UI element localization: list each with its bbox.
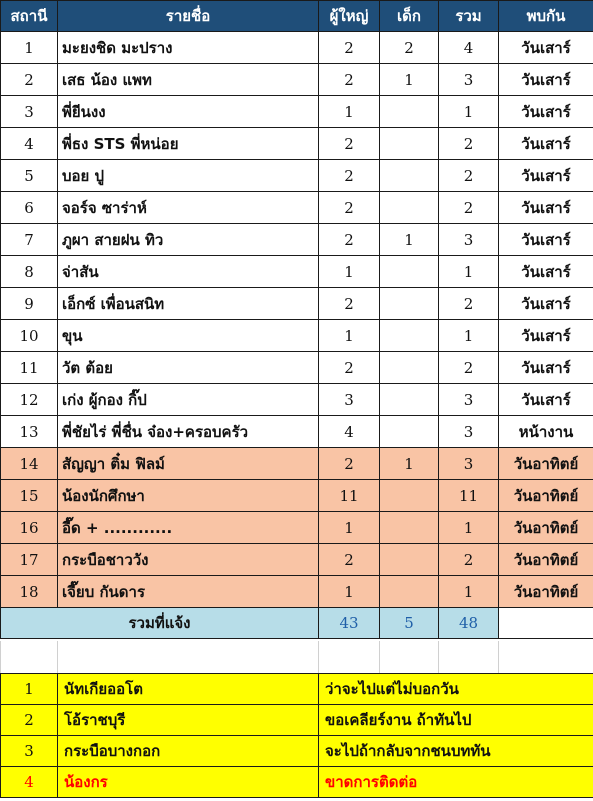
- row-adults: 1: [319, 320, 380, 352]
- pending-row: [1, 767, 593, 798]
- table-row: [1, 32, 593, 64]
- row-day: วันเสาร์: [499, 64, 593, 96]
- row-total: 2: [439, 544, 499, 576]
- table-row: [1, 64, 593, 96]
- row-day: วันอาทิตย์: [499, 480, 593, 512]
- row-name: อี๊ด + ............: [58, 512, 319, 544]
- row-number: 8: [1, 256, 58, 288]
- row-number: 3: [1, 96, 58, 128]
- table-row: [1, 192, 593, 224]
- row-total: 2: [439, 128, 499, 160]
- row-name: เอ็กซ์ เพื่อนสนิท: [58, 288, 319, 320]
- row-adults: 2: [319, 288, 380, 320]
- row-day: วันเสาร์: [499, 320, 593, 352]
- totals-blank: [499, 608, 593, 639]
- row-kids: 1: [380, 224, 439, 256]
- row-name: พี่ชัยไร่ พี่ชื่น จ๋อง+ครอบครัว: [58, 416, 319, 448]
- pending-row: [1, 705, 593, 736]
- row-kids: 1: [380, 64, 439, 96]
- table-row: [1, 416, 593, 448]
- table-row: [1, 352, 593, 384]
- row-number: 16: [1, 512, 58, 544]
- row-adults: 3: [319, 384, 380, 416]
- row-number: 10: [1, 320, 58, 352]
- pending-number: 1: [1, 674, 58, 705]
- totals-adults: 43: [319, 608, 380, 639]
- row-kids: [380, 96, 439, 128]
- row-name: วัต ต้อย: [58, 352, 319, 384]
- row-day: วันอาทิตย์: [499, 544, 593, 576]
- row-name: มะยงชิด มะปราง: [58, 32, 319, 64]
- table-row: [1, 288, 593, 320]
- row-number: 7: [1, 224, 58, 256]
- row-total: 4: [439, 32, 499, 64]
- row-name: น้องนักศึกษา: [58, 480, 319, 512]
- row-number: 4: [1, 128, 58, 160]
- pending-name: กระบือบางกอก: [58, 736, 319, 767]
- row-number: 18: [1, 576, 58, 608]
- row-number: 9: [1, 288, 58, 320]
- header-station: สถานี: [1, 1, 58, 32]
- header-meet: พบกัน: [499, 1, 593, 32]
- table-row: [1, 256, 593, 288]
- row-total: 1: [439, 96, 499, 128]
- row-number: 14: [1, 448, 58, 480]
- row-adults: 2: [319, 32, 380, 64]
- row-name: พี่ยีนงง: [58, 96, 319, 128]
- pending-number: 3: [1, 736, 58, 767]
- totals-label: รวมที่แจ้ง: [1, 608, 319, 639]
- pending-name: น้องกร: [58, 767, 319, 798]
- row-kids: 1: [380, 448, 439, 480]
- row-kids: [380, 160, 439, 192]
- table-row: [1, 320, 593, 352]
- pending-row: [1, 674, 593, 705]
- row-day: วันอาทิตย์: [499, 448, 593, 480]
- row-number: 11: [1, 352, 58, 384]
- row-day: วันเสาร์: [499, 160, 593, 192]
- header-kids: เด็ก: [380, 1, 439, 32]
- totals-kids: 5: [380, 608, 439, 639]
- pending-note: จะไปถ้ากลับจากชนบททัน: [319, 736, 593, 767]
- row-adults: 1: [319, 256, 380, 288]
- row-adults: 1: [319, 96, 380, 128]
- pending-table: [0, 673, 593, 798]
- table-row: [1, 480, 593, 512]
- row-kids: [380, 320, 439, 352]
- row-kids: 2: [380, 32, 439, 64]
- row-adults: 2: [319, 192, 380, 224]
- row-total: 3: [439, 384, 499, 416]
- pending-row: [1, 736, 593, 767]
- row-day: วันเสาร์: [499, 384, 593, 416]
- row-number: 6: [1, 192, 58, 224]
- row-kids: [380, 128, 439, 160]
- row-day: วันเสาร์: [499, 256, 593, 288]
- row-total: 3: [439, 416, 499, 448]
- table-row: [1, 96, 593, 128]
- pending-name: นัทเกียออโต: [58, 674, 319, 705]
- row-day: วันอาทิตย์: [499, 576, 593, 608]
- row-total: 11: [439, 480, 499, 512]
- row-adults: 2: [319, 544, 380, 576]
- row-kids: [380, 512, 439, 544]
- row-day: วันอาทิตย์: [499, 512, 593, 544]
- row-total: 1: [439, 320, 499, 352]
- table-row: [1, 128, 593, 160]
- row-adults: 2: [319, 64, 380, 96]
- row-total: 2: [439, 352, 499, 384]
- row-total: 1: [439, 576, 499, 608]
- row-number: 5: [1, 160, 58, 192]
- table-row: [1, 576, 593, 608]
- row-total: 2: [439, 288, 499, 320]
- row-name: เสธ น้อง แพท: [58, 64, 319, 96]
- table-row: [1, 384, 593, 416]
- row-kids: [380, 480, 439, 512]
- header-total: รวม: [439, 1, 499, 32]
- row-kids: [380, 384, 439, 416]
- row-adults: 2: [319, 224, 380, 256]
- row-number: 1: [1, 32, 58, 64]
- row-day: วันเสาร์: [499, 352, 593, 384]
- row-number: 13: [1, 416, 58, 448]
- table-row: [1, 448, 593, 480]
- pending-rows: [1, 674, 593, 798]
- pending-note: ขอเคลียร์งาน ถ้าทันไป: [319, 705, 593, 736]
- row-number: 17: [1, 544, 58, 576]
- row-total: 3: [439, 224, 499, 256]
- header-names: รายชื่อ: [58, 1, 319, 32]
- row-total: 1: [439, 512, 499, 544]
- row-kids: [380, 192, 439, 224]
- table-row: [1, 512, 593, 544]
- pending-number: 4: [1, 767, 58, 798]
- row-day: วันเสาร์: [499, 288, 593, 320]
- row-adults: 2: [319, 352, 380, 384]
- row-total: 3: [439, 64, 499, 96]
- pending-note: ว่าจะไปแต่ไม่บอกวัน: [319, 674, 593, 705]
- row-total: 1: [439, 256, 499, 288]
- table-row: [1, 160, 593, 192]
- attendance-rows: [1, 32, 593, 608]
- row-adults: 2: [319, 160, 380, 192]
- row-day: วันเสาร์: [499, 224, 593, 256]
- table-row: [1, 544, 593, 576]
- row-total: 2: [439, 192, 499, 224]
- totals-row: [1, 608, 593, 639]
- totals-total: 48: [439, 608, 499, 639]
- row-name: บอย ปู: [58, 160, 319, 192]
- row-name: เจี๊ยบ กันดาร: [58, 576, 319, 608]
- header-adults: ผู้ใหญ่: [319, 1, 380, 32]
- row-kids: [380, 544, 439, 576]
- row-adults: 2: [319, 448, 380, 480]
- row-day: วันเสาร์: [499, 192, 593, 224]
- row-kids: [380, 288, 439, 320]
- row-kids: [380, 416, 439, 448]
- pending-number: 2: [1, 705, 58, 736]
- row-name: สัญญา ติ๋ม ฟิลม์: [58, 448, 319, 480]
- row-name: เก่ง ผู้กอง กิ๊ป: [58, 384, 319, 416]
- row-adults: 1: [319, 512, 380, 544]
- row-kids: [380, 576, 439, 608]
- row-name: จ่าสัน: [58, 256, 319, 288]
- row-name: จอร์จ ซาร่าห์: [58, 192, 319, 224]
- row-adults: 4: [319, 416, 380, 448]
- header-row: [1, 1, 593, 32]
- row-day: หน้างาน: [499, 416, 593, 448]
- row-name: ขุน: [58, 320, 319, 352]
- row-kids: [380, 256, 439, 288]
- row-adults: 2: [319, 128, 380, 160]
- row-name: พี่ธง STS พี่หน่อย: [58, 128, 319, 160]
- row-day: วันเสาร์: [499, 96, 593, 128]
- spacer-row: [0, 641, 593, 673]
- row-number: 15: [1, 480, 58, 512]
- pending-name: โอ้ราชบุรี: [58, 705, 319, 736]
- row-name: ภูผา สายฝน ทิว: [58, 224, 319, 256]
- row-adults: 1: [319, 576, 380, 608]
- row-adults: 11: [319, 480, 380, 512]
- row-number: 2: [1, 64, 58, 96]
- row-total: 3: [439, 448, 499, 480]
- row-number: 12: [1, 384, 58, 416]
- row-kids: [380, 352, 439, 384]
- table-row: [1, 224, 593, 256]
- row-name: กระบือชาววัง: [58, 544, 319, 576]
- row-day: วันเสาร์: [499, 128, 593, 160]
- pending-note: ขาดการติดต่อ: [319, 767, 593, 798]
- row-total: 2: [439, 160, 499, 192]
- row-day: วันเสาร์: [499, 32, 593, 64]
